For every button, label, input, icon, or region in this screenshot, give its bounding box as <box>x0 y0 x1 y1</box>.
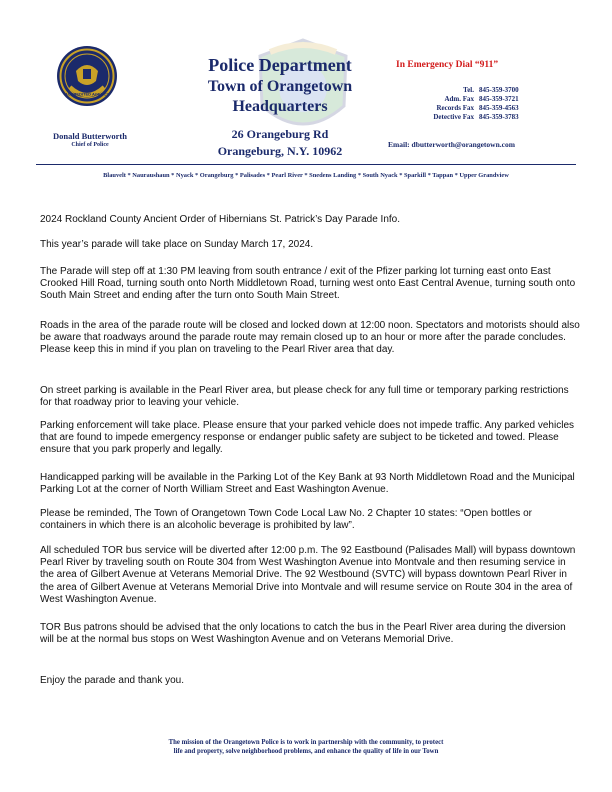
phone-row-detective-fax <box>396 113 546 122</box>
phone-label: Tel. <box>463 86 474 94</box>
hamlets-list: Blauvelt * Nauraushaun * Nyack * Orangeburg * Palisades * Pearl River * Snedens Landing * South Nyack * Sparkill * Tappan * Upper Grandview <box>103 172 509 179</box>
svg-text:ACCREDITED AGENCY: ACCREDITED AGENCY <box>64 91 110 97</box>
phone-number: 845-359-3700 <box>479 86 519 94</box>
department-title: Police Department <box>208 55 352 75</box>
accredited-agency-seal-icon <box>56 45 118 107</box>
phone-label: Records Fax <box>436 104 474 112</box>
paragraph-bus-service: All scheduled TOR bus service will be diverted after 12:00 p.m. The 92 Eastbound (Palisades Mall) will bypass downtown Pearl River by traveling south on Route 304 from West Washington Avenue into Montvale and then resuming service in the area of Gilbert Avenue at Veterans Memorial Drive. The 92 Westbound (SVTC) will bypass downtown Pearl River in the area of Gilbert Avenue at Veterans Memorial Drive into Montvale and will resume service on Route 304 in the area of West Washington Avenue. <box>40 545 576 605</box>
paragraph-closing: Enjoy the parade and thank you. <box>40 675 184 686</box>
phone-label: Detective Fax <box>433 113 474 121</box>
phone-row-tel <box>396 86 546 95</box>
headquarters-label: Headquarters <box>232 98 328 115</box>
paragraph-street-parking: On street parking is available in the Pearl River area, but please check for any full time or temporary parking restrictions for that roadway prior to leaving your vehicle. <box>40 385 569 409</box>
mission-statement-line-1: The mission of the Orangetown Police is to work in partnership with the community, to protect <box>168 739 444 746</box>
emergency-notice: In Emergency Dial “911” <box>396 60 499 70</box>
paragraph-town-code: Please be reminded, The Town of Orangetown Town Code Local Law No. 2 Chapter 10 states: “Open bottles or containers in which there is an alcoholic beverage is prohibited by law”. <box>40 508 532 532</box>
header-divider <box>36 164 576 165</box>
phone-number: 845-359-3783 <box>479 113 519 121</box>
address-line-2: Orangeburg, N.Y. 10962 <box>217 144 343 158</box>
paragraph-bus-patrons: TOR Bus patrons should be advised that the only locations to catch the bus in the Pearl River area during the diversion will be at the normal bus stops on West Washington Avenue and on Veterans Memorial Drive. <box>40 622 566 646</box>
phone-number: 845-359-3721 <box>479 95 519 103</box>
address-line-1: 26 Orangeburg Rd <box>231 127 329 141</box>
mission-statement-line-2: life and property, solve neighborhood problems, and enhance the quality of life in our Town <box>173 748 439 755</box>
paragraph-date: This year’s parade will take place on Sunday March 17, 2024. <box>40 239 314 250</box>
phone-label: Adm. Fax <box>444 95 474 103</box>
phone-row-records-fax <box>396 104 546 113</box>
paragraph-road-closures: Roads in the area of the parade route will be closed and locked down at 12:00 noon. Spectators and motorists should also be aware that roadways around the parade route may remain closed up to an hour or more after the parade concludes. Please keep this in mind if you plan on traveling to the Pearl River area that day. <box>40 320 580 356</box>
chief-title: Chief of Police <box>71 142 109 148</box>
phone-number: 845-359-4563 <box>479 104 519 112</box>
document-title: 2024 Rockland County Ancient Order of Hibernians St. Patrick’s Day Parade Info. <box>40 214 401 225</box>
paragraph-handicapped-parking: Handicapped parking will be available in the Parking Lot of the Key Bank at 93 North Middletown Road and the Municipal Parking Lot at the corner of North William Street and East Washington Avenue. <box>40 472 575 496</box>
paragraph-route: The Parade will step off at 1:30 PM leaving from south entrance / exit of the Pfizer parking lot turning east onto East Crooked Hill Road, turning south onto North Middletown Road, turning west onto East Central Avenue, turning south onto South Main Street and ending after the turn onto South Main Street. <box>40 266 576 302</box>
town-name: Town of Orangetown <box>207 78 353 95</box>
phone-row-adm-fax <box>396 95 546 104</box>
email-contact: Email: dbutterworth@orangetown.com <box>388 140 515 149</box>
paragraph-parking-enforcement: Parking enforcement will take place. Please ensure that your parked vehicle does not impede traffic. Any parked vehicles that are found to impede emergency response or endanger public safety are subject to be ticketed and towed. Please ensure that you park properly and legally. <box>40 420 574 456</box>
chief-name: Donald Butterworth <box>53 131 127 141</box>
